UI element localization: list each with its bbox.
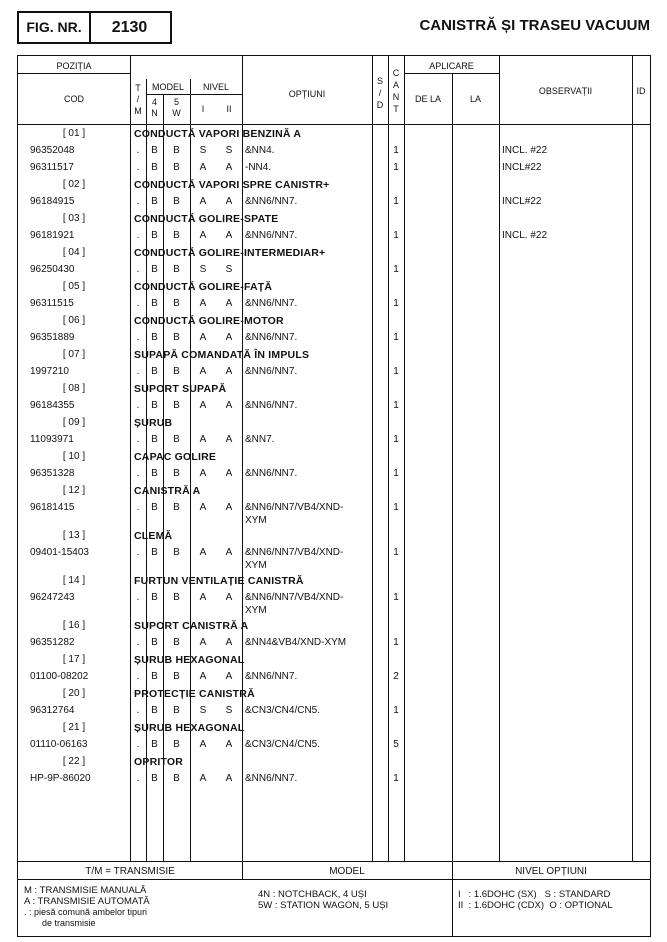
part-code: 96311515: [30, 298, 74, 309]
model-5w-value: B: [173, 637, 180, 648]
figure-number-box: [17, 11, 172, 44]
footer-nivel-line: I : 1.6DOHC (SX) S : STANDARD: [458, 889, 611, 900]
nivel-1-value: A: [199, 592, 207, 603]
tm-value: .: [136, 196, 140, 207]
position-number: [ 03 ]: [62, 213, 86, 224]
model-5w-value: B: [173, 434, 180, 445]
part-title: CAPAC GOLIRE: [134, 451, 217, 463]
quantity-value: 1: [393, 705, 399, 716]
nivel-1-value: S: [199, 705, 207, 716]
quantity-value: 1: [393, 230, 399, 241]
options-value: &NN6/NN7.: [245, 298, 298, 309]
options-value: &NN6/NN7.: [245, 366, 298, 377]
observation-value: INCL. #22: [502, 145, 548, 156]
model-5w-value: B: [173, 145, 180, 156]
part-code: 01110-06163: [30, 739, 88, 750]
part-title: CONDUCTĂ VAPORI BENZINĂ A: [134, 128, 302, 140]
nivel-2-value: A: [225, 230, 233, 241]
part-title: CONDUCTĂ GOLIRE-SPATE: [134, 213, 279, 225]
model-5w-value: B: [173, 400, 180, 411]
model-4n-value: B: [151, 671, 158, 682]
nivel-2-value: A: [225, 366, 233, 377]
tm-value: .: [136, 468, 140, 479]
model-5w-value: B: [173, 705, 180, 716]
model-5w-value: B: [173, 298, 180, 309]
quantity-value: 1: [393, 366, 399, 377]
tm-value: .: [136, 366, 140, 377]
nivel-1-value: A: [199, 547, 207, 558]
part-code: 96351889: [30, 332, 75, 343]
part-code: HP-9P-86020: [30, 773, 91, 784]
model-4n-value: B: [151, 298, 158, 309]
part-code: 01100-08202: [30, 671, 89, 682]
part-title: FURTUN VENTILAȚIE CANISTRĂ: [134, 575, 304, 587]
part-title: CONDUCTĂ GOLIRE-MOTOR: [134, 315, 284, 327]
nivel-1-value: A: [199, 739, 207, 750]
nivel-2-value: A: [225, 468, 233, 479]
model-4n-value: B: [151, 366, 158, 377]
observation-value: INCL#22: [502, 162, 542, 173]
nivel-1-value: S: [199, 145, 207, 156]
nivel-1-value: A: [199, 230, 207, 241]
model-4n-value: B: [151, 739, 158, 750]
model-5w-value: B: [173, 547, 180, 558]
header-model-5: 5: [173, 97, 179, 107]
options-value: -NN4.: [245, 162, 272, 173]
model-5w-value: B: [173, 332, 180, 343]
nivel-2-value: A: [225, 332, 233, 343]
part-title: SUPAPĂ COMANDATĂ ÎN IMPULS: [134, 349, 310, 361]
part-title: ȘURUB: [134, 417, 173, 429]
position-number: [ 04 ]: [62, 247, 86, 258]
model-5w-value: B: [173, 468, 180, 479]
part-title: PROTECȚIE CANISTRĂ: [134, 688, 255, 700]
header-bottom-line: [18, 124, 650, 125]
options-value: &NN6/NN7/VB4/XND-: [245, 592, 344, 603]
position-number: [ 16 ]: [62, 620, 86, 631]
nivel-2-value: A: [225, 637, 233, 648]
header-model-5w: W: [172, 108, 181, 118]
footer-top-line: [18, 861, 650, 862]
header-sd-d: D: [376, 100, 384, 110]
quantity-value: 1: [393, 773, 399, 784]
tm-value: .: [136, 162, 140, 173]
part-code: 96351282: [30, 637, 75, 648]
quantity-value: 1: [393, 264, 399, 275]
quantity-value: 1: [393, 434, 399, 445]
header-optiuni: OPȚIUNI: [288, 89, 326, 99]
part-code: 09401-15403: [30, 547, 89, 558]
position-number: [ 09 ]: [62, 417, 86, 428]
tm-value: .: [136, 705, 140, 716]
model-5w-value: B: [173, 366, 180, 377]
nivel-2-value: A: [225, 298, 233, 309]
header-sd-slash: /: [378, 88, 382, 98]
header-sd-s: S: [376, 76, 383, 86]
model-4n-value: B: [151, 196, 158, 207]
header-cant-t: T: [393, 104, 399, 114]
position-number: [ 10 ]: [62, 451, 86, 462]
tm-value: .: [136, 592, 140, 603]
header-de-la: DE LA: [414, 94, 441, 104]
quantity-value: 1: [393, 547, 399, 558]
position-number: [ 14 ]: [62, 575, 86, 586]
quantity-value: 1: [393, 637, 399, 648]
nivel-1-value: A: [199, 162, 207, 173]
model-5w-value: B: [173, 592, 180, 603]
quantity-value: 1: [393, 332, 399, 343]
figure-label: FIG. NR.: [19, 13, 91, 42]
position-number: [ 05 ]: [62, 281, 86, 292]
part-title: CLEMĂ: [134, 530, 173, 542]
options-value: &NN4.: [245, 145, 275, 156]
options-value: &NN4&VB4/XND-XYM: [245, 637, 347, 648]
part-code: 96351328: [30, 468, 75, 479]
nivel-1-value: A: [199, 400, 207, 411]
options-value: &CN3/CN4/CN5.: [245, 739, 321, 750]
model-5w-value: B: [173, 739, 180, 750]
header-nivel: NIVEL: [202, 82, 229, 92]
position-number: [ 07 ]: [62, 349, 86, 360]
model-5w-value: B: [173, 230, 180, 241]
observation-value: INCL. #22: [502, 230, 548, 241]
model-5w-value: B: [173, 671, 180, 682]
part-code: 96184915: [30, 196, 75, 207]
options-value: &NN6/NN7/VB4/XND-: [245, 502, 344, 513]
options-value: &NN6/NN7.: [245, 196, 298, 207]
nivel-1-value: A: [199, 434, 207, 445]
model-4n-value: B: [151, 264, 158, 275]
part-title: CONDUCTĂ GOLIRE-FAȚĂ: [134, 281, 273, 293]
observation-value: INCL#22: [502, 196, 542, 207]
tm-value: .: [136, 773, 140, 784]
position-number: [ 02 ]: [62, 179, 86, 190]
header-model-4: 4: [151, 97, 157, 107]
part-code: 11093971: [30, 434, 74, 445]
header-pozitia: POZIȚIA: [56, 61, 92, 71]
nivel-2-value: S: [225, 145, 233, 156]
options-value: &NN6/NN7.: [245, 468, 298, 479]
header-id: ID: [636, 86, 646, 96]
footer-nivel-title: NIVEL OPȚIUNI: [515, 866, 587, 877]
tm-value: .: [136, 400, 140, 411]
quantity-value: 5: [393, 739, 399, 750]
part-code: 96312764: [30, 705, 75, 716]
position-number: [ 08 ]: [62, 383, 86, 394]
part-code: 96311517: [30, 162, 74, 173]
part-code: 96247243: [30, 592, 75, 603]
col-line: [372, 56, 373, 861]
position-number: [ 01 ]: [62, 128, 86, 139]
part-code: 96184355: [30, 400, 75, 411]
position-number: [ 13 ]: [62, 530, 86, 541]
model-4n-value: B: [151, 162, 158, 173]
nivel-2-value: A: [225, 592, 233, 603]
divider: [18, 73, 130, 74]
options-value-cont: XYM: [245, 560, 267, 571]
quantity-value: 1: [393, 502, 399, 513]
tm-value: .: [136, 547, 140, 558]
model-4n-value: B: [151, 592, 158, 603]
part-title: SUPORT SUPAPĂ: [134, 383, 227, 395]
page-title: CANISTRĂ ȘI TRASEU VACUUM: [419, 17, 650, 34]
model-4n-value: B: [151, 230, 158, 241]
model-5w-value: B: [173, 502, 180, 513]
tm-value: .: [136, 637, 140, 648]
nivel-1-value: A: [199, 637, 207, 648]
tm-value: .: [136, 332, 140, 343]
part-code: 1997210: [30, 366, 69, 377]
quantity-value: 1: [393, 298, 399, 309]
quantity-value: 1: [393, 145, 399, 156]
options-value: &NN6/NN7.: [245, 671, 298, 682]
quantity-value: 1: [393, 468, 399, 479]
nivel-1-value: A: [199, 671, 207, 682]
options-value: &NN6/NN7/VB4/XND-: [245, 547, 344, 558]
model-4n-value: B: [151, 773, 158, 784]
nivel-1-value: A: [199, 366, 207, 377]
nivel-2-value: S: [225, 705, 233, 716]
part-title: CANISTRĂ A: [134, 485, 201, 497]
part-title: OPRITOR: [134, 756, 184, 768]
options-value: &NN6/NN7.: [245, 773, 298, 784]
tm-value: .: [136, 434, 140, 445]
nivel-2-value: A: [225, 671, 233, 682]
nivel-2-value: A: [225, 547, 233, 558]
model-4n-value: B: [151, 400, 158, 411]
nivel-2-value: A: [225, 400, 233, 411]
part-title: ȘURUB HEXAGONAL: [134, 722, 245, 734]
part-code: 96181415: [30, 502, 75, 513]
footer-tm-line: de transmisie: [42, 918, 96, 928]
header-cant-c: C: [392, 68, 400, 78]
tm-value: .: [136, 298, 140, 309]
part-title: CONDUCTĂ VAPORI SPRE CANISTR+: [134, 179, 330, 191]
nivel-1-value: S: [199, 264, 207, 275]
footer-tm-line: A : TRANSMISIE AUTOMATĂ: [24, 896, 150, 907]
footer-nivel-line: II : 1.6DOHC (CDX) O : OPTIONAL: [458, 900, 613, 911]
model-4n-value: B: [151, 502, 158, 513]
model-5w-value: B: [173, 264, 180, 275]
position-number: [ 06 ]: [62, 315, 86, 326]
footer-tm-line: M : TRANSMISIE MANUALĂ: [24, 885, 147, 896]
header-tm-slash: /: [136, 94, 140, 104]
figure-number: 2130: [111, 19, 148, 36]
footer-tm-title: T/M = TRANSMISIE: [85, 866, 175, 877]
header-la: LA: [469, 94, 481, 104]
model-4n-value: B: [151, 705, 158, 716]
header-cod: COD: [64, 94, 84, 104]
part-code: 96352048: [30, 145, 75, 156]
part-title: CONDUCTĂ GOLIRE-INTERMEDIAR+: [134, 247, 326, 259]
header-tm-m: M: [134, 106, 142, 116]
options-value-cont: XYM: [245, 515, 267, 526]
col-line: [452, 73, 453, 879]
nivel-1-value: A: [199, 468, 207, 479]
model-5w-value: B: [173, 196, 180, 207]
model-4n-value: B: [151, 637, 158, 648]
options-value: &NN6/NN7.: [245, 400, 298, 411]
header-observatii: OBSERVAȚII: [538, 86, 593, 96]
model-4n-value: B: [151, 468, 158, 479]
position-number: [ 21 ]: [62, 722, 86, 733]
part-code: 96250430: [30, 264, 75, 275]
col-line: [499, 56, 500, 861]
model-4n-value: B: [151, 332, 158, 343]
header-nivel-1: I: [201, 104, 205, 114]
model-4n-value: B: [151, 547, 158, 558]
footer-model-title: MODEL: [329, 866, 365, 877]
nivel-2-value: A: [225, 739, 233, 750]
quantity-value: 1: [393, 162, 399, 173]
nivel-1-value: A: [199, 298, 207, 309]
nivel-2-value: A: [225, 502, 233, 513]
header-aplicare: APLICARE: [429, 61, 474, 71]
footer-header-line: [18, 879, 650, 880]
nivel-2-value: A: [225, 434, 233, 445]
quantity-value: 1: [393, 592, 399, 603]
options-value-cont: XYM: [245, 605, 267, 616]
options-value: &NN6/NN7.: [245, 332, 298, 343]
model-4n-value: B: [151, 434, 158, 445]
nivel-1-value: A: [199, 332, 207, 343]
nivel-2-value: A: [225, 162, 233, 173]
options-value: &NN7.: [245, 434, 275, 445]
quantity-value: 1: [393, 400, 399, 411]
nivel-2-value: S: [225, 264, 233, 275]
position-number: [ 17 ]: [62, 654, 86, 665]
tm-value: .: [136, 145, 140, 156]
nivel-2-value: A: [225, 773, 233, 784]
header-cant-n: N: [392, 92, 400, 102]
options-value: &NN6/NN7.: [245, 230, 298, 241]
col-line: [404, 56, 405, 861]
header-nivel-2: II: [226, 104, 232, 114]
tm-value: .: [136, 502, 140, 513]
position-number: [ 20 ]: [62, 688, 86, 699]
nivel-2-value: A: [225, 196, 233, 207]
model-4n-value: B: [151, 145, 158, 156]
quantity-value: 2: [393, 671, 399, 682]
part-title: SUPORT CANISTRĂ A: [134, 620, 249, 632]
header-tm-t: T: [135, 83, 141, 93]
model-5w-value: B: [173, 773, 180, 784]
position-number: [ 12 ]: [62, 485, 86, 496]
header-model-4n: N: [151, 108, 158, 118]
divider: [146, 94, 242, 95]
footer-model-line: 4N : NOTCHBACK, 4 UȘI: [258, 889, 367, 900]
header-cant-a: A: [392, 80, 399, 90]
col-line: [632, 56, 633, 861]
options-value: &CN3/CN4/CN5.: [245, 705, 321, 716]
header-model: MODEL: [151, 82, 184, 92]
nivel-1-value: A: [199, 196, 207, 207]
footer-model-line: 5W : STATION WAGON, 5 UȘI: [258, 900, 389, 911]
nivel-1-value: A: [199, 773, 207, 784]
position-number: [ 22 ]: [62, 756, 86, 767]
tm-value: .: [136, 230, 140, 241]
parts-table: [17, 55, 651, 937]
tm-value: .: [136, 739, 140, 750]
quantity-value: 1: [393, 196, 399, 207]
part-code: 96181921: [30, 230, 75, 241]
tm-value: .: [136, 264, 140, 275]
nivel-1-value: A: [199, 502, 207, 513]
model-5w-value: B: [173, 162, 180, 173]
part-title: ȘURUB HEXAGONAL: [134, 654, 245, 666]
tm-value: .: [136, 671, 140, 682]
footer-tm-line: . : piesă comună ambelor tipuri: [24, 907, 148, 917]
